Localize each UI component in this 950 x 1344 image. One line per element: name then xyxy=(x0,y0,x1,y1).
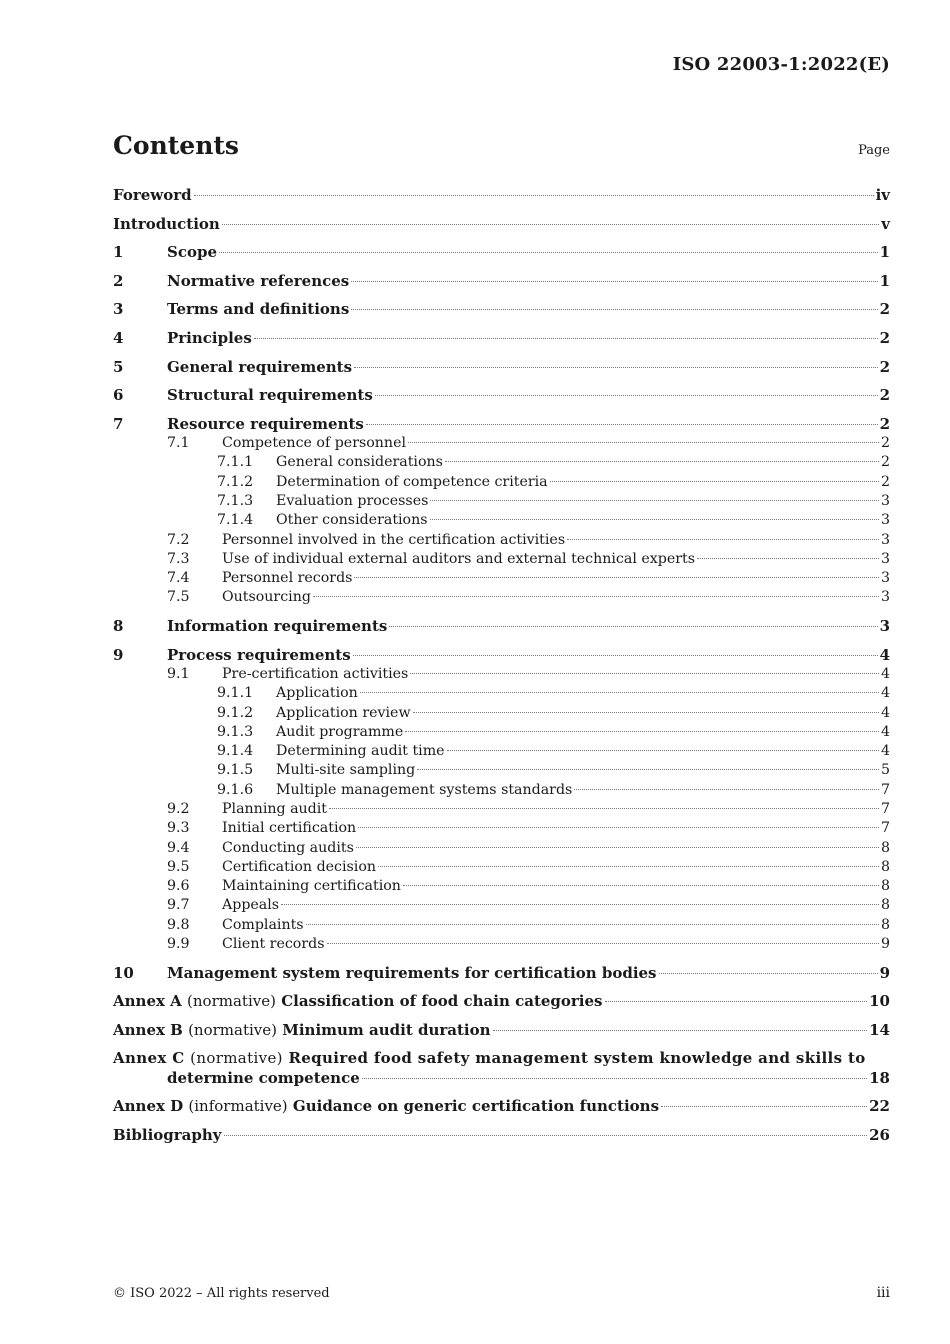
toc-page: v xyxy=(881,214,890,233)
dot-leader xyxy=(360,692,879,693)
toc-number: 9.4 xyxy=(167,839,190,856)
toc-title: Competence of personnel xyxy=(222,435,407,452)
toc-title: General considerations xyxy=(276,454,443,471)
toc-page: 7 xyxy=(880,800,890,817)
toc-page: 2 xyxy=(880,473,890,490)
dot-leader xyxy=(281,904,879,905)
toc-number: 8 xyxy=(113,617,124,636)
annex-title: Classification of food chain categories xyxy=(281,992,603,1011)
toc-page: 2 xyxy=(879,386,890,405)
annex-kind: (normative) xyxy=(188,1020,277,1039)
toc-number: 7.3 xyxy=(167,550,190,567)
toc-title: Application review xyxy=(276,704,411,721)
toc-number: 7 xyxy=(113,414,124,433)
toc-page: 3 xyxy=(880,589,890,606)
toc-title xyxy=(113,1049,890,1068)
toc-entry-7-1[interactable] xyxy=(113,434,890,453)
toc-page: 10 xyxy=(869,992,890,1011)
toc-number: 9.1.2 xyxy=(217,704,254,721)
toc-title: Scope xyxy=(167,243,218,262)
toc-entry-annex-a[interactable] xyxy=(113,992,890,1011)
toc-title: Information requirements xyxy=(167,617,388,636)
dot-leader xyxy=(219,252,878,253)
toc-entry-9-4[interactable] xyxy=(113,839,890,858)
toc-title: Multi-site sampling xyxy=(276,762,416,779)
toc-page: 7 xyxy=(880,781,890,798)
toc-number: 7.1.1 xyxy=(217,454,254,471)
dot-leader xyxy=(550,481,879,482)
dot-leader xyxy=(697,558,879,559)
toc-title: Introduction xyxy=(113,214,220,233)
toc-title: Normative references xyxy=(167,271,350,290)
toc-entry-2[interactable] xyxy=(113,272,890,291)
dot-leader xyxy=(574,789,879,790)
toc-title: Principles xyxy=(167,328,252,347)
toc-entry-9-8[interactable] xyxy=(113,916,890,935)
dot-leader xyxy=(354,577,879,578)
dot-leader xyxy=(351,309,877,310)
toc-page: 8 xyxy=(880,916,890,933)
toc-number: 9.7 xyxy=(167,897,190,914)
toc-title xyxy=(113,992,603,1011)
toc-entry-9-6[interactable] xyxy=(113,877,890,896)
toc-title-continuation xyxy=(113,1069,890,1088)
toc-title: Terms and definitions xyxy=(167,300,350,319)
toc-page: 8 xyxy=(880,858,890,875)
dot-leader xyxy=(358,827,879,828)
toc-title: Multiple management systems standards xyxy=(276,781,573,798)
toc-number: 9.5 xyxy=(167,858,190,875)
toc-page: 4 xyxy=(880,685,890,702)
dot-leader xyxy=(306,924,879,925)
toc-number: 9.1.4 xyxy=(217,743,254,760)
toc-title: Application xyxy=(276,685,358,702)
toc-page: 4 xyxy=(880,743,890,760)
toc-title: Determining audit time xyxy=(276,743,445,760)
toc-page: 26 xyxy=(869,1125,890,1144)
toc-entry-bibliography[interactable] xyxy=(113,1126,890,1145)
annex-title: Minimum audit duration xyxy=(282,1020,491,1039)
toc-entry-9-1-3[interactable] xyxy=(113,723,890,742)
toc-entry-9-1-4[interactable] xyxy=(113,742,890,761)
toc-page: 3 xyxy=(880,531,890,548)
dot-leader xyxy=(408,442,879,443)
toc-number: 9.9 xyxy=(167,936,190,953)
toc-title: Evaluation processes xyxy=(276,492,429,509)
toc-title xyxy=(113,1097,659,1116)
annex-kind: (normative) xyxy=(190,1049,283,1068)
dot-leader xyxy=(362,1078,867,1079)
toc-title xyxy=(113,1021,491,1040)
toc-title: Use of individual external auditors and external technical experts xyxy=(222,550,696,567)
toc-page: 3 xyxy=(880,512,890,529)
toc-entry-7-4[interactable] xyxy=(113,569,890,588)
toc-entry-9-1-1[interactable] xyxy=(113,684,890,703)
toc-entry-6[interactable] xyxy=(113,386,890,405)
dot-leader xyxy=(375,395,878,396)
toc-entry-7-1-3[interactable] xyxy=(113,492,890,511)
toc-number: 7.1.2 xyxy=(217,473,254,490)
dot-leader xyxy=(661,1106,867,1107)
toc-number: 9 xyxy=(113,645,124,664)
toc-entry-7-1-1[interactable] xyxy=(113,453,890,472)
toc-title: Personnel involved in the certification activities xyxy=(222,531,566,548)
toc-number: 2 xyxy=(113,271,124,290)
toc-page: 2 xyxy=(879,300,890,319)
dot-leader xyxy=(356,847,879,848)
toc-entry-introduction[interactable] xyxy=(113,215,890,234)
toc-entry-annex-b[interactable] xyxy=(113,1021,890,1040)
toc-page: 2 xyxy=(880,435,890,452)
toc-title: Conducting audits xyxy=(222,839,354,856)
dot-leader xyxy=(405,731,879,732)
toc-page: 4 xyxy=(880,723,890,740)
toc-entry-foreword[interactable] xyxy=(113,186,890,205)
toc-number: 7.2 xyxy=(167,531,190,548)
toc-number: 4 xyxy=(113,328,124,347)
toc-page: 2 xyxy=(879,414,890,433)
toc-number: 7.1 xyxy=(167,435,190,452)
toc-entry-5[interactable] xyxy=(113,358,890,377)
toc-page: 4 xyxy=(880,665,890,682)
dot-leader xyxy=(445,461,879,462)
toc-title: Complaints xyxy=(222,916,304,933)
toc-entry-9-7[interactable] xyxy=(113,896,890,915)
annex-label: Annex B xyxy=(113,1020,183,1039)
toc-title: Resource requirements xyxy=(167,414,364,433)
toc-number: 3 xyxy=(113,300,124,319)
toc-title: Determination of competence criteria xyxy=(276,473,548,490)
dot-leader xyxy=(194,195,874,196)
toc-number: 9.1.6 xyxy=(217,781,254,798)
dot-leader xyxy=(403,885,879,886)
toc-number: 9.1.1 xyxy=(217,685,254,702)
dot-leader xyxy=(413,712,879,713)
dot-leader xyxy=(430,500,879,501)
dot-leader xyxy=(313,596,879,597)
page-title: Contents xyxy=(113,131,240,160)
toc-title: Structural requirements xyxy=(167,386,373,405)
toc-page: 3 xyxy=(880,550,890,567)
toc-entry-7-1-4[interactable] xyxy=(113,511,890,530)
toc-entry-9-1-6[interactable] xyxy=(113,781,890,800)
toc-title: Audit programme xyxy=(276,723,404,740)
annex-title-line2: determine competence xyxy=(167,1068,360,1087)
toc-entry-3[interactable] xyxy=(113,300,890,319)
toc-page: 8 xyxy=(880,878,890,895)
annex-kind: (normative) xyxy=(187,992,276,1011)
toc-page: 8 xyxy=(880,897,890,914)
dot-leader xyxy=(329,808,879,809)
dot-leader xyxy=(430,519,879,520)
toc-title: Maintaining certification xyxy=(222,878,401,895)
toc-entry-9[interactable] xyxy=(113,646,890,665)
toc-entry-annex-c[interactable] xyxy=(113,1049,890,1088)
table-of-contents xyxy=(113,186,890,1145)
toc-entry-9-1-5[interactable] xyxy=(113,761,890,780)
toc-page: 2 xyxy=(879,357,890,376)
toc-entry-9-2[interactable] xyxy=(113,800,890,819)
annex-title: Required food safety management system knowledge and skills to xyxy=(288,1049,866,1068)
dot-leader xyxy=(493,1030,868,1031)
toc-title: Initial certification xyxy=(222,820,357,837)
toc-page: 3 xyxy=(880,570,890,587)
dot-leader xyxy=(366,424,878,425)
dot-leader xyxy=(605,1001,868,1002)
toc-page: 18 xyxy=(869,1068,890,1087)
annex-label: Annex D xyxy=(113,1097,184,1116)
toc-entry-7[interactable] xyxy=(113,415,890,434)
toc-entry-9-1-2[interactable] xyxy=(113,704,890,723)
dot-leader xyxy=(447,750,879,751)
toc-number: 7.1.4 xyxy=(217,512,254,529)
toc-page: 22 xyxy=(869,1097,890,1116)
toc-entry-7-2[interactable] xyxy=(113,531,890,550)
toc-page: 2 xyxy=(880,454,890,471)
toc-page: 5 xyxy=(880,762,890,779)
toc-entry-9-9[interactable] xyxy=(113,935,890,954)
dot-leader xyxy=(378,866,879,867)
toc-title: Other considerations xyxy=(276,512,428,529)
toc-title: Process requirements xyxy=(167,645,351,664)
dot-leader xyxy=(389,626,877,627)
toc-page: 14 xyxy=(869,1020,890,1039)
toc-title: Planning audit xyxy=(222,800,327,817)
toc-entry-8[interactable] xyxy=(113,617,890,636)
toc-entry-10[interactable] xyxy=(113,964,890,983)
toc-title: Personnel records xyxy=(222,570,353,587)
toc-title: Certification decision xyxy=(222,858,377,875)
toc-number: 9.2 xyxy=(167,800,190,817)
toc-number: 7.4 xyxy=(167,570,190,587)
dot-leader xyxy=(222,224,879,225)
document-code: ISO 22003-1:2022(E) xyxy=(672,54,890,75)
toc-number: 5 xyxy=(113,357,124,376)
toc-page: iv xyxy=(875,186,890,204)
copyright-notice: © ISO 2022 – All rights reserved xyxy=(113,1286,330,1301)
toc-number: 9.1 xyxy=(167,665,190,682)
page-column-label: Page xyxy=(858,143,890,158)
toc-number: 9.1.5 xyxy=(217,762,254,779)
dot-leader xyxy=(353,655,878,656)
toc-number: 7.1.3 xyxy=(217,492,254,509)
toc-page: 1 xyxy=(879,271,890,290)
toc-page: 1 xyxy=(879,243,890,262)
toc-entry-9-5[interactable] xyxy=(113,858,890,877)
toc-title: Pre-certification activities xyxy=(222,665,409,682)
dot-leader xyxy=(254,338,878,339)
annex-kind: (informative) xyxy=(188,1097,288,1116)
dot-leader xyxy=(659,973,878,974)
dot-leader xyxy=(327,943,879,944)
annex-label: Annex A xyxy=(113,992,182,1011)
toc-entry-1[interactable] xyxy=(113,243,890,262)
toc-title: Bibliography xyxy=(113,1125,222,1144)
annex-title: Guidance on generic certification functions xyxy=(292,1097,660,1116)
toc-title: Client records xyxy=(222,936,325,953)
toc-number: 1 xyxy=(113,243,124,262)
toc-page: 4 xyxy=(879,645,890,664)
toc-entry-7-5[interactable] xyxy=(113,588,890,607)
toc-page: 9 xyxy=(880,936,890,953)
toc-number: 9.8 xyxy=(167,916,190,933)
dot-leader xyxy=(417,769,879,770)
toc-title: Foreword xyxy=(113,186,192,204)
toc-number: 9.6 xyxy=(167,878,190,895)
toc-number: 7.5 xyxy=(167,589,190,606)
toc-number: 9.1.3 xyxy=(217,723,254,740)
toc-number: 10 xyxy=(113,963,134,982)
toc-page: 3 xyxy=(880,492,890,509)
annex-label: Annex C xyxy=(113,1049,185,1068)
toc-title: General requirements xyxy=(167,357,353,376)
toc-page: 7 xyxy=(880,820,890,837)
page-number: iii xyxy=(876,1285,890,1301)
toc-entry-4[interactable] xyxy=(113,329,890,348)
toc-title: Management system requirements for certification bodies xyxy=(167,963,657,982)
toc-title: Outsourcing xyxy=(222,589,311,606)
toc-entry-9-1[interactable] xyxy=(113,665,890,684)
toc-number: 6 xyxy=(113,386,124,405)
dot-leader xyxy=(351,281,877,282)
dot-leader xyxy=(224,1135,868,1136)
toc-title: Appeals xyxy=(222,897,280,914)
toc-page: 3 xyxy=(879,617,890,636)
toc-page: 4 xyxy=(880,704,890,721)
toc-entry-7-3[interactable] xyxy=(113,550,890,569)
toc-page: 9 xyxy=(879,963,890,982)
dot-leader xyxy=(410,673,879,674)
toc-page: 2 xyxy=(879,328,890,347)
toc-entry-7-1-2[interactable] xyxy=(113,473,890,492)
dot-leader xyxy=(567,539,879,540)
toc-page: 8 xyxy=(880,839,890,856)
toc-entry-annex-d[interactable] xyxy=(113,1097,890,1116)
toc-number: 9.3 xyxy=(167,820,190,837)
dot-leader xyxy=(354,367,878,368)
toc-entry-9-3[interactable] xyxy=(113,819,890,838)
